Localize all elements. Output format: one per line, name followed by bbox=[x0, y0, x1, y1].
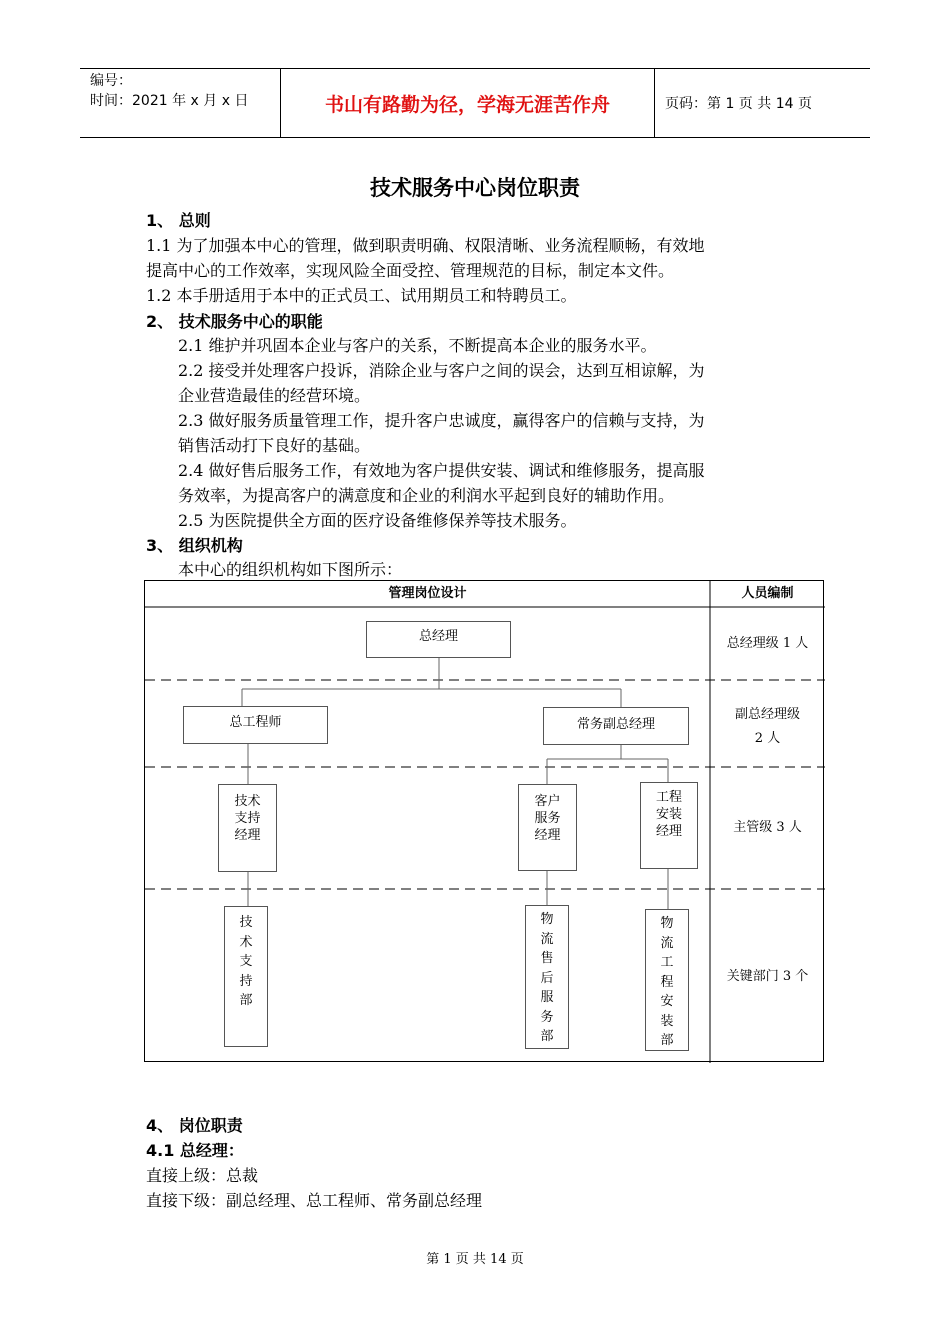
org-box-executive-vice-president: 常务副总经理 bbox=[543, 707, 689, 745]
page-title: 技术服务中心岗位职责 bbox=[370, 176, 580, 200]
org-box-tech-support-manager: 技术 支持 经理 bbox=[218, 784, 277, 872]
column-header-staffing: 人员编制 bbox=[741, 586, 794, 601]
org-box-general-manager: 总经理 bbox=[366, 621, 511, 658]
org-box-customer-service-manager: 客户 服务 经理 bbox=[518, 784, 577, 871]
section-2-item-2-line-1: 2.2 接受并处理客户投诉，消除企业与客户之间的误会，达到互相谅解，为 bbox=[178, 361, 705, 380]
section-2-item-4-line-1: 2.4 做好售后服务工作，有效地为客户提供安装、调试和维修服务，提高服 bbox=[178, 461, 705, 480]
org-box-logistics-install-dept: 物 流 工 程 安 装 部 bbox=[645, 909, 689, 1051]
time-label: 时间：2021 年 x 月 x 日 bbox=[90, 93, 249, 109]
header-page-info: 页码：第 1 页 共 14 页 bbox=[665, 96, 812, 112]
staffing-level-2: 副总经理级 2 人 bbox=[734, 707, 800, 746]
section-1-heading: 1、 总则 bbox=[146, 211, 211, 230]
section-4-heading: 4、 岗位职责 bbox=[146, 1116, 243, 1135]
section-1-paragraph-1-line-1: 1.1 为了加强本中心的管理，做到职责明确、权限清晰、业务流程顺畅，有效地 bbox=[146, 236, 705, 255]
org-box-chief-engineer: 总工程师 bbox=[183, 706, 328, 744]
header-meta bbox=[80, 69, 281, 137]
staffing-level-1: 总经理级 1 人 bbox=[726, 636, 809, 651]
section-2-item-1: 2.1 维护并巩固本企业与客户的关系，不断提高本企业的服务水平。 bbox=[178, 336, 657, 355]
org-chart-table bbox=[144, 580, 824, 1062]
gm-direct-subordinates: 直接下级：副总经理、总工程师、常务副总经理 bbox=[146, 1191, 483, 1210]
document-header bbox=[80, 68, 870, 138]
section-3-intro: 本中心的组织机构如下图所示： bbox=[178, 560, 403, 579]
serial-label: 编号： bbox=[90, 73, 132, 89]
section-4-1-heading: 4.1 总经理： bbox=[146, 1141, 244, 1160]
header-motto: 书山有路勤为径，学海无涯苦作舟 bbox=[281, 69, 655, 137]
section-2-item-5: 2.5 为医院提供全方面的医疗设备维修保养等技术服务。 bbox=[178, 511, 577, 530]
section-2-heading: 2、 技术服务中心的职能 bbox=[146, 312, 323, 331]
org-box-engineering-install-manager: 工程 安装 经理 bbox=[640, 782, 698, 869]
column-header-design: 管理岗位设计 bbox=[388, 586, 467, 601]
section-2-item-3-line-2: 销售活动打下良好的基础。 bbox=[178, 436, 371, 455]
page-footer: 第 1 页 共 14 页 bbox=[426, 1252, 524, 1267]
org-box-tech-support-dept: 技 术 支 持 部 bbox=[224, 906, 268, 1047]
gm-direct-superior: 直接上级：总裁 bbox=[146, 1166, 259, 1185]
section-2-item-2-line-2: 企业营造最佳的经营环境。 bbox=[178, 386, 371, 405]
staffing-level-3: 主管级 3 人 bbox=[733, 820, 802, 835]
org-box-logistics-aftersales-dept: 物 流 售 后 服 务 部 bbox=[525, 905, 569, 1049]
section-3-heading: 3、 组织机构 bbox=[146, 536, 243, 555]
section-2-item-4-line-2: 务效率，为提高客户的满意度和企业的利润水平起到良好的辅助作用。 bbox=[178, 486, 675, 505]
section-2-item-3-line-1: 2.3 做好服务质量管理工作，提升客户忠诚度，赢得客户的信赖与支持，为 bbox=[178, 411, 705, 430]
section-1-paragraph-1-line-2: 提高中心的工作效率，实现风险全面受控、管理规范的目标，制定本文件。 bbox=[146, 261, 675, 280]
section-1-paragraph-2: 1.2 本手册适用于本中的正式员工、试用期员工和特聘员工。 bbox=[146, 286, 577, 305]
staffing-level-4: 关键部门 3 个 bbox=[726, 969, 809, 984]
